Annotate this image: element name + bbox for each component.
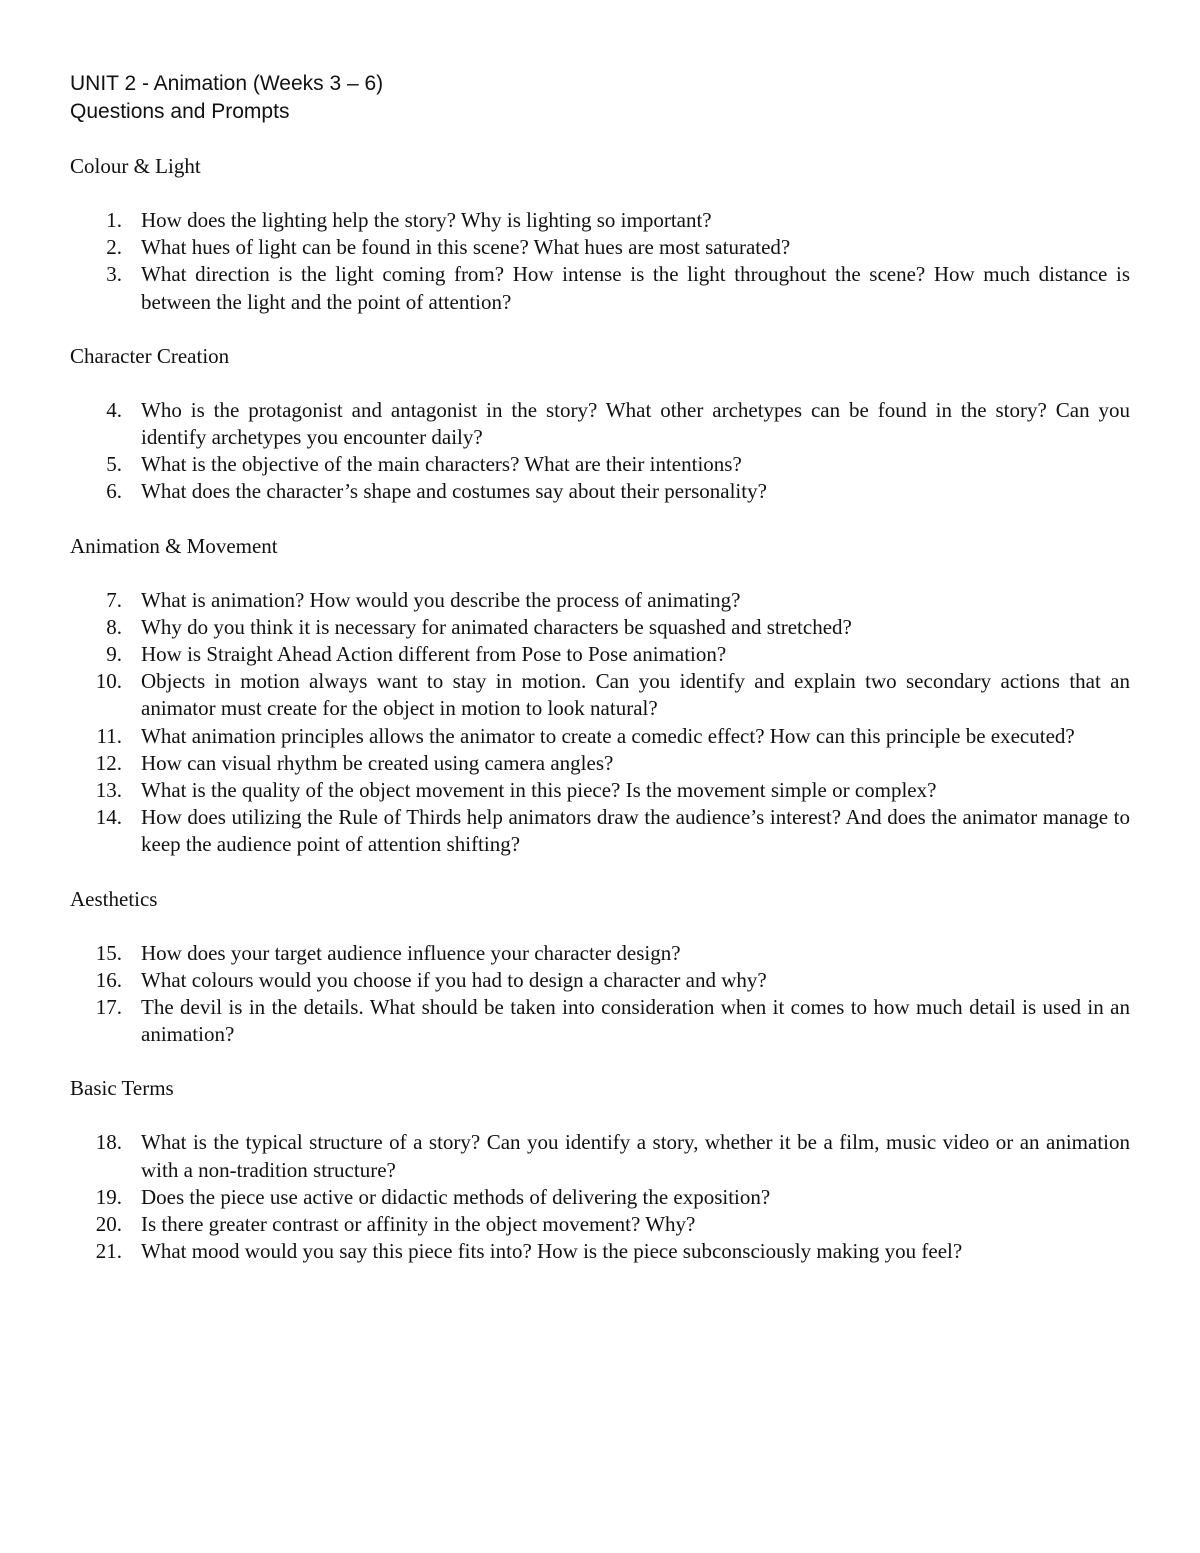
- question-text: What is the quality of the object movement in this piece? Is the movement simple or complex?: [141, 778, 937, 803]
- question-list: [70, 397, 1130, 506]
- question-number: 5.: [106, 452, 122, 477]
- question-number: 8.: [106, 614, 122, 639]
- question-number: 12.: [95, 750, 122, 775]
- question-item: [70, 641, 1130, 668]
- section-basic-terms: [70, 1075, 1130, 1265]
- question-text: How does your target audience influence your character design?: [141, 940, 681, 965]
- question-text: What colours would you choose if you had to design a character and why?: [141, 967, 767, 992]
- question-text: The devil is in the details. What should be taken into consideration when it comes to how much detail is used in an animation?: [141, 995, 1130, 1047]
- question-text: What is the objective of the main characters? What are their intentions?: [141, 452, 742, 477]
- section-animation-movement: [70, 533, 1130, 859]
- section-colour-light: [70, 153, 1130, 316]
- document-title: UNIT 2 - Animation (Weeks 3 – 6): [70, 72, 384, 95]
- question-text: How does the lighting help the story? Why is lighting so important?: [141, 208, 712, 232]
- question-item: [70, 234, 1130, 261]
- question-number: 13.: [95, 778, 122, 803]
- question-item: [70, 967, 1130, 994]
- question-item: [70, 723, 1130, 750]
- question-item: [70, 397, 1130, 451]
- question-text: What is the typical structure of a story? Can you identify a story, whether it be a film, music video or an animation with a non-tradition structure?: [141, 1130, 1130, 1182]
- question-item: [70, 777, 1130, 804]
- question-text: What hues of light can be found in this scene? What hues are most saturated?: [141, 235, 791, 260]
- section-heading: Character Creation: [70, 343, 230, 368]
- question-text: What animation principles allows the animator to create a comedic effect? How can this principle be executed?: [141, 723, 1075, 748]
- question-number: 21.: [95, 1239, 122, 1264]
- question-text: How can visual rhythm be created using camera angles?: [141, 750, 614, 775]
- document-page: [70, 70, 1130, 1265]
- question-item: [70, 614, 1130, 641]
- question-text: Objects in motion always want to stay in motion. Can you identify and explain two secondary actions that an animator must create for the object in motion to look natural?: [141, 669, 1130, 721]
- question-item: [70, 804, 1130, 858]
- question-item: [70, 940, 1130, 967]
- question-text: What is animation? How would you describe the process of animating?: [141, 587, 741, 612]
- question-text: What mood would you say this piece fits into? How is the piece subconsciously making you feel?: [141, 1239, 963, 1264]
- question-number: 10.: [95, 669, 122, 694]
- question-item: [70, 668, 1130, 722]
- question-list: [70, 1129, 1130, 1265]
- question-number: 18.: [95, 1130, 122, 1155]
- question-text: What does the character’s shape and costumes say about their personality?: [141, 479, 767, 504]
- section-heading: Basic Terms: [70, 1076, 174, 1101]
- question-number: 20.: [95, 1212, 122, 1237]
- question-item: [70, 451, 1130, 478]
- question-item: [70, 478, 1130, 505]
- question-item: [70, 1211, 1130, 1238]
- question-item: [70, 1129, 1130, 1183]
- question-number: 6.: [106, 479, 122, 504]
- question-text: How does utilizing the Rule of Thirds help animators draw the audience’s interest? And does the animator manage to keep the audience point of attention shifting?: [141, 805, 1130, 857]
- question-number: 16.: [95, 967, 122, 992]
- question-item: [70, 1238, 1130, 1265]
- question-item: [70, 207, 1130, 234]
- question-text: Is there greater contrast or affinity in the object movement? Why?: [141, 1212, 696, 1237]
- question-item: [70, 750, 1130, 777]
- question-text: Does the piece use active or didactic methods of delivering the exposition?: [141, 1184, 771, 1209]
- question-number: 3.: [106, 262, 122, 287]
- question-number: 19.: [95, 1184, 122, 1209]
- question-list: [70, 587, 1130, 859]
- question-number: 2.: [106, 235, 122, 260]
- question-text: What direction is the light coming from? How intense is the light throughout the scene? How much distance is between the light and the point of attention?: [141, 262, 1130, 314]
- question-number: 11.: [96, 723, 122, 748]
- question-item: [70, 587, 1130, 614]
- section-aesthetics: [70, 886, 1130, 1049]
- section-heading: Aesthetics: [70, 886, 158, 911]
- question-item: [70, 1184, 1130, 1211]
- question-number: 1.: [106, 208, 122, 232]
- question-text: Why do you think it is necessary for animated characters be squashed and stretched?: [141, 614, 852, 639]
- section-heading: Animation & Movement: [70, 533, 278, 558]
- question-number: 7.: [106, 587, 122, 612]
- question-text: How is Straight Ahead Action different from Pose to Pose animation?: [141, 642, 727, 667]
- document-subtitle: Questions and Prompts: [70, 100, 290, 123]
- question-text: Who is the protagonist and antagonist in the story? What other archetypes can be found in the story? Can you identify archetypes you encounter daily?: [141, 397, 1130, 450]
- question-list: [70, 940, 1130, 1049]
- question-number: 17.: [95, 995, 122, 1020]
- section-character-creation: [70, 343, 1130, 506]
- question-item: [70, 261, 1130, 315]
- section-heading: Colour & Light: [70, 154, 201, 178]
- question-number: 15.: [95, 940, 122, 965]
- question-number: 4.: [106, 397, 122, 422]
- question-number: 9.: [106, 642, 122, 667]
- question-number: 14.: [95, 805, 122, 830]
- question-list: [70, 207, 1130, 316]
- question-item: [70, 994, 1130, 1048]
